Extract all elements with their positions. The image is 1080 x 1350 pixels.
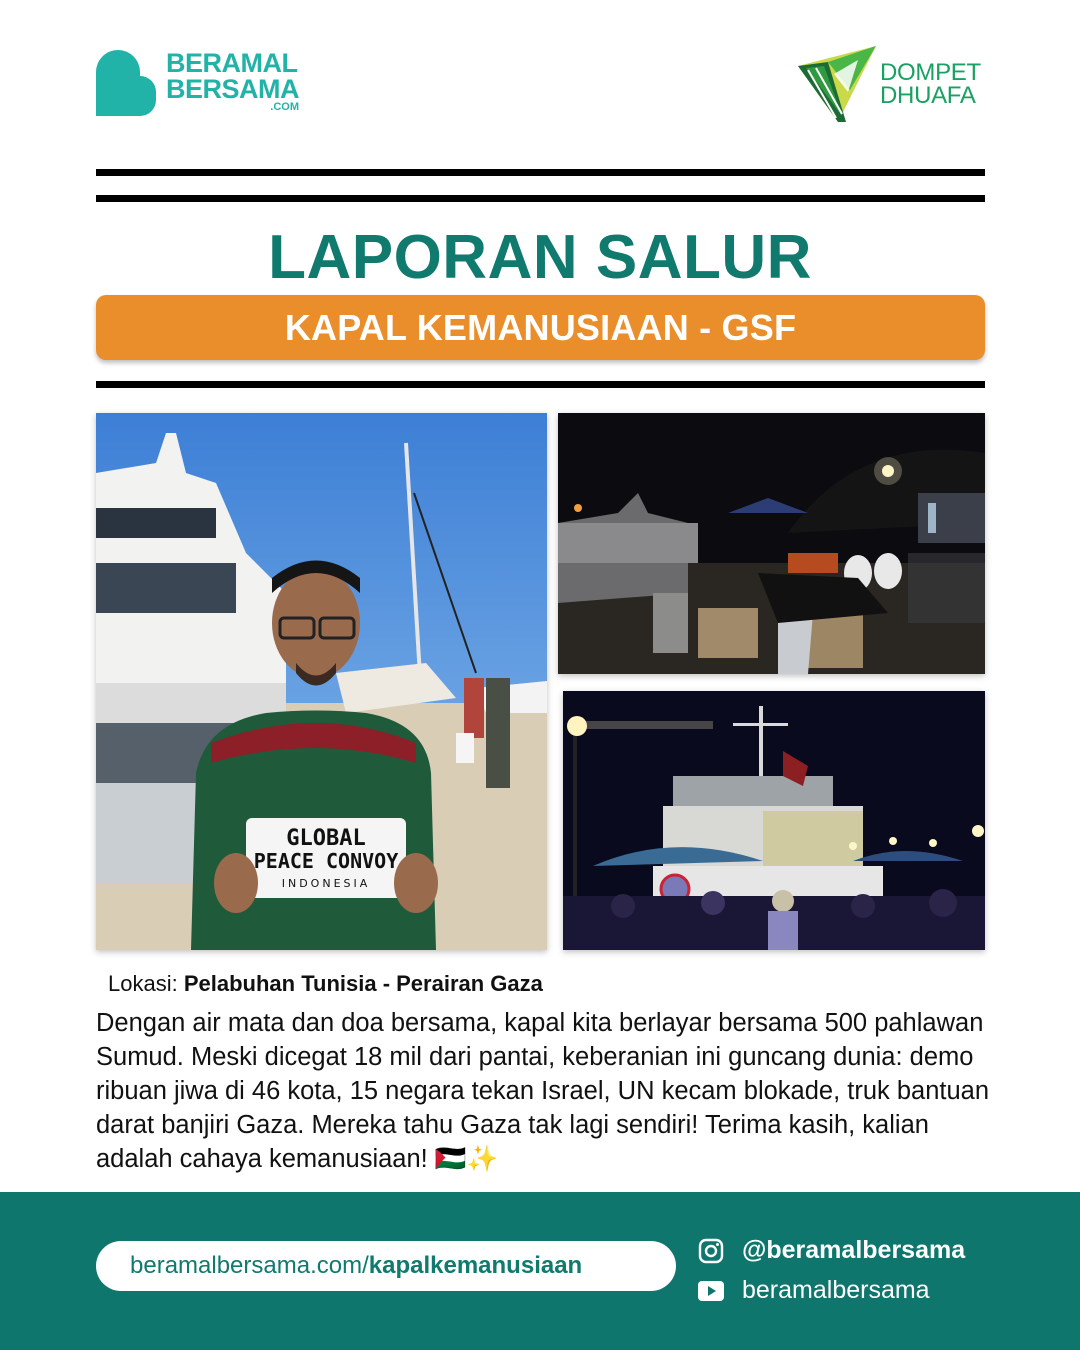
url-base: beramalbersama.com/ (130, 1252, 369, 1279)
photo-ship-crowd-night[interactable] (563, 691, 985, 950)
heart-cloud-icon (96, 50, 156, 116)
location-label: Lokasi: (108, 971, 178, 996)
photo-volunteer-harbor[interactable] (96, 413, 547, 950)
page-title: LAPORAN SALUR (268, 223, 812, 292)
dompet-dhuafa-wordmark: DOMPET DHUAFA (880, 59, 981, 109)
photo-aid-supplies-night[interactable] (558, 413, 985, 674)
divider-line (96, 169, 985, 176)
svg-text:INDONESIA: INDONESIA (281, 877, 371, 890)
beramal-bersama-wordmark: BERAMAL BERSAMA .COM (166, 48, 300, 113)
divider-line (96, 381, 985, 388)
instagram-link[interactable] (698, 1236, 965, 1265)
beramal-bersama-logo[interactable] (96, 50, 299, 116)
svg-text:PEACE CONVOY: PEACE CONVOY (253, 849, 399, 873)
location-line (108, 971, 543, 997)
divider-line (96, 195, 985, 202)
footer (0, 1192, 1080, 1350)
youtube-handle: beramalbersama (742, 1276, 930, 1304)
program-banner (96, 295, 985, 360)
dompet-dhuafa-mark-icon (798, 46, 878, 122)
instagram-icon (698, 1238, 724, 1264)
report-description: Dengan air mata dan doa bersama, kapal kita berlayar bersama 500 pahlawan Sumud. Meski dicegat 18 mil dari pantai, keberanian ini guncang dunia: demo ribuan jiwa di 46 kota, 15 negara tekan Israel, UN kecam blokade, truk bantuan darat banjiri Gaza. Mereka tahu Gaza tak lagi sendiri! Terima kasih, kalian adalah cahaya kemanusiaan! 🇵🇸✨ (96, 1009, 990, 1173)
dompet-dhuafa-logo[interactable] (798, 46, 981, 122)
youtube-link[interactable] (698, 1276, 930, 1305)
campaign-url-link[interactable] (96, 1241, 676, 1291)
program-banner-label: KAPAL KEMANUSIAAN - GSF (284, 306, 797, 348)
location-value: Pelabuhan Tunisia - Perairan Gaza (183, 971, 543, 996)
youtube-icon (698, 1278, 724, 1304)
svg-text:GLOBAL: GLOBAL (286, 826, 366, 851)
instagram-handle: @beramalbersama (742, 1236, 966, 1264)
url-path: kapalkemanusiaan (368, 1252, 583, 1279)
header (0, 0, 1080, 150)
